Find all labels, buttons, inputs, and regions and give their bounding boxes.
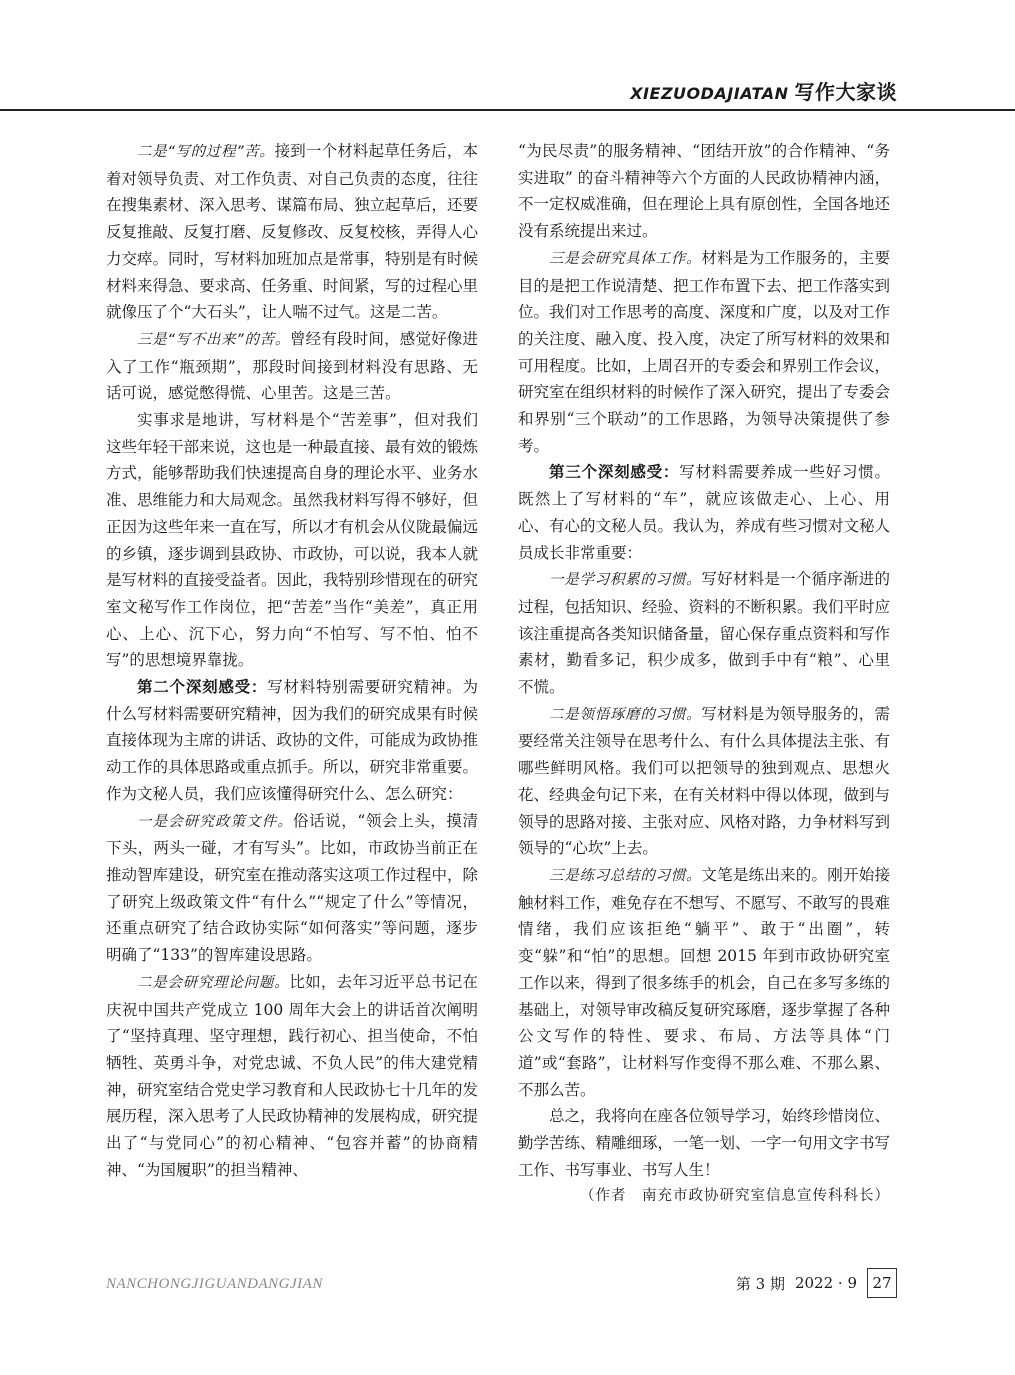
paragraph-text: 写好材料是一个循序渐进的过程，包括知识、经验、资料的不断积累。我们平时应该注重提高各类知识储备量，留心保存重点资料和写作素材，勤看多记，积少成多，做到手中有“粮”、心里不慌。 — [518, 570, 891, 697]
paragraph-text: 比如，去年习近平总书记在庆祝中国共产党成立 100 周年大会上的讲话首次阐明了“坚持真理、坚守理想，践行初心、担当使命，不怕牺牲、英勇斗争，对党忠诚、不负人民”的伟大建党精神，研究室结合党史学习教育和人民政协七十几年的发展历程，深入思考了人民政协精神的发展构成，研究提出了“与党同心”的初心精神、“包容并蓄”的协商精神、“为国履职”的担当精神、 — [106, 972, 479, 1179]
paragraph-lead: 二是“写的过程”苦。 — [137, 144, 275, 160]
page-header — [0, 0, 1015, 112]
paragraph — [518, 566, 890, 701]
paragraph-text: 文笔是练出来的。刚开始接触材料工作，难免存在不想写、不愿写、不敢写的畏难情绪，我们应该拒绝“躺平”、敢于“出圈”，转变“躲”和“怕”的思想。回想 2015 年到市政协研究室工作以来，得到了很多练手的机会，自己在多写多练的基础上，对领导审改稿反复研究琢磨，逐步掌握了各种公文写作的特性、要求、布局、方法等具体“门道”或“套路”，让材料写作变得不那么难、不那么累、不那么苦。 — [518, 865, 891, 1099]
left-column — [106, 138, 478, 1183]
paragraph — [106, 808, 478, 969]
column-title-chinese: 写作大家谈 — [794, 80, 897, 104]
paragraph-lead: 三是“写不出来”的苦。 — [137, 331, 290, 348]
section-lead: 第三个深刻感受： — [549, 463, 680, 482]
page-number: 27 — [867, 1268, 897, 1298]
paragraph-lead: 一是会研究政策文件。 — [137, 813, 293, 830]
paragraph-text: 曾经有段时间，感觉好像进入了工作“瓶颈期”，那段时间接到材料没有思路、无话可说，感觉憋得慌、心里苦。这是三苦。 — [106, 329, 478, 403]
paragraph: “为民尽责”的服务精神、“团结开放”的合作精神、“务实进取” 的奋斗精神等六个方面的人民政协精神内涵，不一定权威准确，但在理论上具有原创性，全国各地还没有系统提出来过。 — [518, 142, 891, 241]
paragraph-lead: 三是练习总结的习惯。 — [549, 867, 702, 884]
right-column — [518, 138, 890, 1210]
paragraph — [106, 969, 478, 1184]
paragraph-text: 写材料特别需要研究精神。为什么写材料需要研究精神，因为我们的研究成果有时候直接体现为主席的讲话、政协的文件，可能成为政协推动工作的具体思路或重点抓手。所以，研究非常重要。作为文秘人员，我们应该懂得研究什么、怎么研究： — [106, 678, 479, 803]
header-rule — [0, 109, 1015, 111]
paragraph-text: 接到一个材料起草任务后，本着对领导负责、对工作负责、对自己负责的态度，往往在搜集素材、深入思考、谋篇布局、独立起草后，还要反复推敲、反复打磨、反复修改、反复校核，弄得人心力交瘁。同时，写材料加班加点是常事，特别是有时候材料来得急、要求高、任务重、时间紧，写的过程心里就像压了个“大石头”，让人喘不过气。这是二苦。 — [106, 142, 479, 322]
paragraph — [518, 862, 890, 1103]
paragraph-lead: 三是会研究具体工作。 — [549, 250, 702, 267]
paragraph-text: 俗话说，“领会上头，摸清下头，两头一碰，才有写头”。比如，市政协当前正在推动智库建设，研究室在推动落实这项工作过程中，除了研究上级政策文件“有什么”“规定了什么”等情况，还重点研究了结合政协实际“如何落实”等问题，逐步明确了“133”的智库建设思路。 — [106, 811, 479, 965]
paragraph — [106, 138, 478, 326]
paragraph — [106, 674, 478, 808]
column-title-latin: XIEZUODAJIATAN — [630, 84, 789, 103]
paragraph: 总之，我将向在座各位领导学习，始终珍惜岗位、勤学苦练、精雕细琢，一笔一划、一字一句用文字书写工作、书写事业、书写人生！ — [518, 1107, 891, 1179]
paragraph-text: 材料是为工作服务的，主要目的是把工作说清楚、把工作布置下去、把工作落实到位。我们对工作思考的高度、深度和广度，以及对工作的关注度、融入度、投入度，决定了所写材料的效果和可用程度。比如，上周召开的专委会和界别工作会议，研究室在组织材料的时候作了深入研究，提出了专委会和界别“三个联动”的工作思路，为领导决策提供了参考。 — [518, 248, 891, 455]
paragraph — [106, 326, 478, 407]
paragraph-lead: 二是会研究理论问题。 — [137, 974, 290, 991]
paragraph-lead: 一是学习积累的习惯。 — [549, 572, 702, 589]
paragraph-text: 写材料需要养成一些好习惯。既然上了写材料的“车”，就应该做走心、上心、用心、有心的文秘人员。我认为，养成有些习惯对文秘人员成长非常重要： — [518, 463, 891, 562]
paragraph — [518, 459, 890, 566]
journal-name: NANCHONGJIGUANDANGJIAN — [106, 1276, 323, 1292]
paragraph — [518, 245, 890, 460]
column-title — [630, 76, 897, 105]
paragraph — [518, 701, 890, 862]
paragraph-lead: 二是领悟琢磨的习惯。 — [549, 706, 702, 723]
author-byline: （作者 南充市政协研究室信息宣传科科长） — [580, 1188, 890, 1205]
paragraph-text: 写材料是为领导服务的，需要经常关注领导在思考什么、有什么具体提法主张、有哪些鲜明风格。我们可以把领导的独到观点、思想火花、经典金句记下来，在有关材料中得以体现，做到与领导的思路对接、主张对应、风格对路，力争材料写到领导的“心坎”上去。 — [518, 704, 891, 858]
section-lead: 第二个深刻感受： — [137, 678, 268, 697]
paragraph: 实事求是地讲，写材料是个“苦差事”，但对我们这些年轻干部来说，这也是一种最直接、最有效的锻炼方式，能够帮助我们快速提高自身的理论水平、业务水准、思维能力和大局观念。虽然我材料写得不够好，但正因为这些年来一直在写，所以才有机会从仪陇最偏远的乡镇，逐步调到县政协、市政协，可以说，我本人就是写材料的直接受益者。因此，我特别珍惜现在的研究室文秘写作工作岗位，把“苦差”当作“美差”，真正用心、上心、沉下心，努力向“不怕写、写不怕、怕不写”的思想境界靠拢。 — [106, 411, 479, 670]
page-footer — [736, 1268, 897, 1298]
issue-date: 2022 · 9 — [794, 1274, 857, 1292]
issue-number: 第 3 期 — [735, 1274, 785, 1293]
